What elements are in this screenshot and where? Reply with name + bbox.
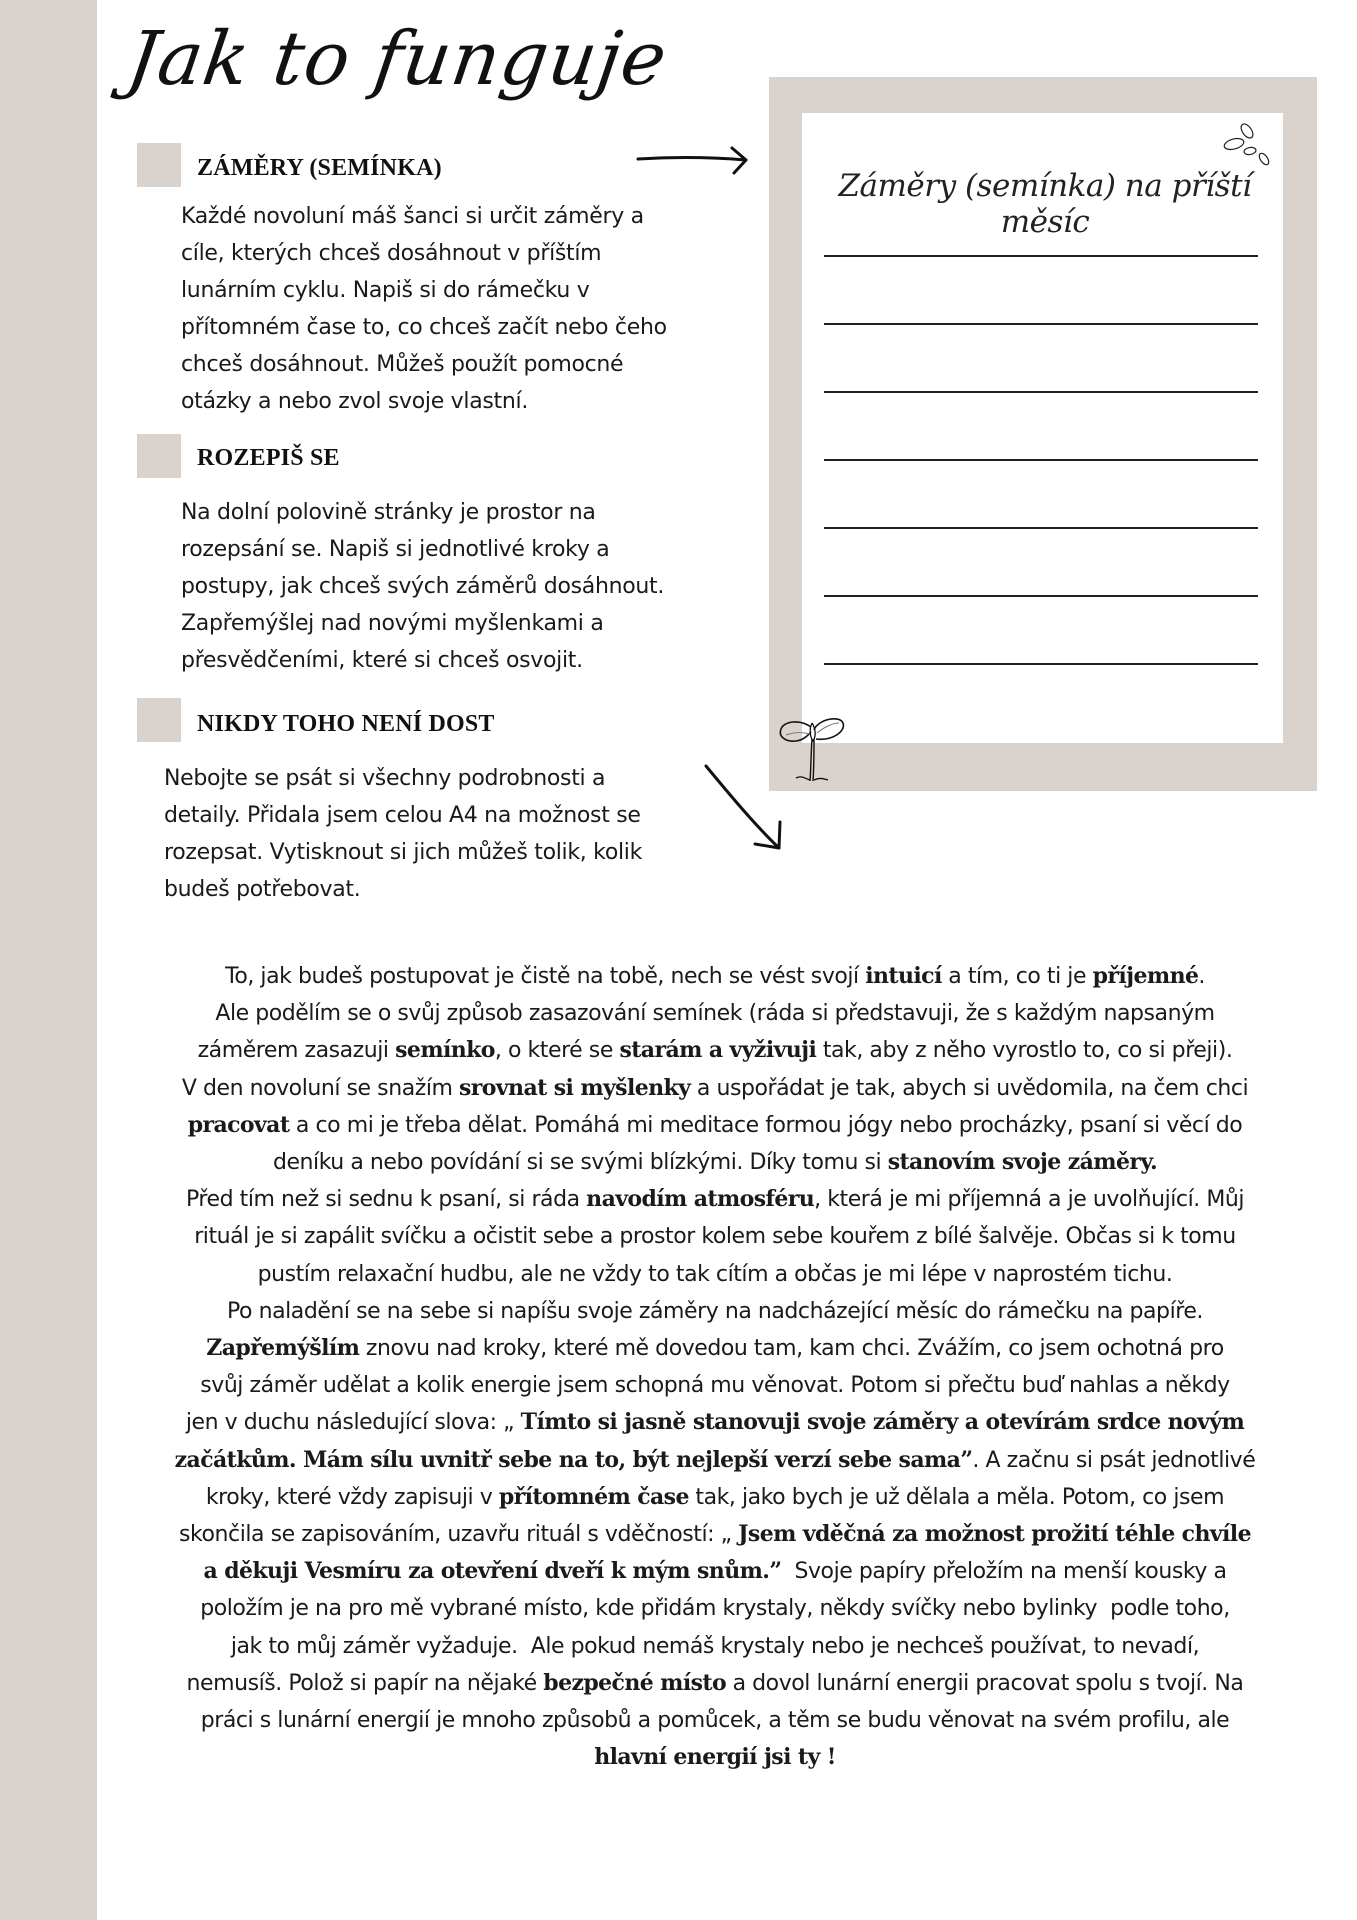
- body-line: [105, 1404, 1325, 1441]
- body-text-run: a uspořádat je tak, abych si uvědomila, na čem chci: [690, 1075, 1249, 1101]
- body-text-run: znovu nad kroky, které mě dovedou tam, kam chci. Zvážím, co jsem ochotná pro: [359, 1336, 1224, 1362]
- emphasis-text: srovnat si myšlenky: [459, 1074, 691, 1101]
- body-line: [105, 1218, 1325, 1255]
- body-paragraph: [105, 958, 1325, 1776]
- section-text-nikdy: [164, 760, 764, 908]
- text-line: chceš dosáhnout. Můžeš použít pomocné: [181, 352, 624, 377]
- emphasis-text: hlavní energií jsi ty !: [594, 1744, 836, 1771]
- writing-line[interactable]: [824, 391, 1258, 393]
- body-text-run: skončila se zapisováním, uzavřu rituál s vděčností: „: [179, 1522, 739, 1548]
- body-text-run: , o které se: [494, 1038, 620, 1064]
- intentions-frame: [769, 77, 1317, 791]
- body-text-run: , která je mi příjemná a je uvolňující. Můj: [814, 1187, 1245, 1213]
- emphasis-text: začátkům. Mám sílu uvnitř sebe na to, být nejlepší verzí sebe sama”: [174, 1446, 973, 1473]
- body-line: [105, 1702, 1325, 1739]
- emphasis-text: semínko: [395, 1037, 495, 1064]
- emphasis-text: bezpečné místo: [543, 1669, 727, 1696]
- body-line: [105, 1739, 1325, 1776]
- body-text-run: a dovol lunární energii pracovat spolu s tvojí. Na: [726, 1670, 1244, 1696]
- body-text-run: a co mi je třeba dělat. Pomáhá mi meditace formou jógy nebo procházky, psaní si věcí do: [289, 1112, 1243, 1138]
- body-line: [105, 1070, 1325, 1107]
- body-text-run: tak, jako bych je už dělala a měla. Potom, co jsem: [688, 1484, 1225, 1510]
- body-line: [105, 1144, 1325, 1181]
- text-line: přesvědčeními, které si chceš osvojit.: [181, 648, 583, 673]
- body-text-run: To, jak budeš postupovat je čistě na tobě, nech se vést svojí: [225, 964, 866, 989]
- body-text-run: nemusíš. Polož si papír na nějaké: [186, 1670, 544, 1696]
- text-line: Zapřemýšlej nad novými myšlenkami a: [181, 611, 604, 636]
- text-line: cíle, kterých chceš dosáhnout v příštím: [181, 241, 602, 266]
- body-line: [105, 1032, 1325, 1069]
- body-line: [105, 1181, 1325, 1218]
- body-text-run: Před tím než si sednu k psaní, si ráda: [185, 1187, 587, 1213]
- body-line: [105, 1330, 1325, 1367]
- body-text-run: rituál je si zapálit svíčku a očistit sebe a prostor kolem sebe kouřem z bílé šalvěje. Občas si k tomu: [194, 1224, 1236, 1250]
- emphasis-text: starám a vyživuji: [619, 1037, 817, 1064]
- text-line: Nebojte se psát si všechny podrobnosti a: [164, 766, 606, 791]
- body-text-run: tak, aby z něho vyrostlo to, co si přeji).: [816, 1038, 1233, 1064]
- emphasis-text: příjemné: [1092, 963, 1199, 989]
- emphasis-text: a děkuji Vesmíru za otevření dveří k mým snům.”: [203, 1558, 782, 1585]
- writing-line[interactable]: [824, 663, 1258, 665]
- body-text-run: Svoje papíry přeložím na menší kousky a: [781, 1559, 1227, 1585]
- section-marker-square: [137, 143, 181, 187]
- text-line: postupy, jak chceš svých záměrů dosáhnout.: [181, 574, 665, 599]
- writing-line[interactable]: [824, 459, 1258, 461]
- section-heading-nikdy: NIKDY TOHO NENÍ DOST: [197, 711, 495, 737]
- text-line: detaily. Přidala jsem celou A4 na možnost se: [164, 803, 641, 828]
- body-line: [105, 1107, 1325, 1144]
- writing-line[interactable]: [824, 323, 1258, 325]
- body-line: [105, 995, 1325, 1032]
- emphasis-text: Tímto si jasně stanovuji svoje záměry a otevírám srdce novým: [520, 1409, 1245, 1436]
- section-marker-square: [137, 434, 181, 478]
- body-line: [105, 1553, 1325, 1590]
- body-line: [105, 1590, 1325, 1627]
- body-line: [105, 1256, 1325, 1293]
- body-text-run: kroky, které vždy zapisuji v: [205, 1484, 499, 1510]
- writing-line[interactable]: [824, 527, 1258, 529]
- body-text-run: jen v duchu následující slova: „: [185, 1410, 521, 1436]
- body-text-run: deníku a nebo povídání si se svými blízkými. Díky tomu si: [272, 1150, 888, 1176]
- body-text-run: položím je na pro mě vybrané místo, kde přidám krystaly, někdy svíčky nebo bylinky podle toho,: [200, 1596, 1230, 1622]
- emphasis-text: navodím atmosféru: [586, 1186, 815, 1213]
- emphasis-text: přítomném čase: [498, 1483, 689, 1510]
- body-line: [105, 1665, 1325, 1702]
- section-heading-rozepis: ROZEPIŠ SE: [197, 445, 340, 471]
- body-line: [105, 1367, 1325, 1404]
- text-line: přítomném čase to, co chceš začít nebo čeho: [181, 315, 667, 340]
- arrow-right-icon: [630, 140, 755, 180]
- text-line: Každé novoluní máš šanci si určit záměry a: [181, 204, 644, 229]
- emphasis-text: pracovat: [187, 1111, 290, 1138]
- body-text-run: záměrem zasazuji: [197, 1038, 396, 1064]
- text-line: otázky a nebo zvol svoje vlastní.: [181, 389, 529, 414]
- body-text-run: Ale podělím se o svůj způsob zasazování semínek (ráda si představuji, že s každým napsaným: [215, 1001, 1215, 1027]
- body-line: [105, 1479, 1325, 1516]
- text-line: lunárním cyklu. Napiš si do rámečku v: [181, 278, 590, 303]
- intentions-writing-area[interactable]: [802, 113, 1283, 743]
- section-text-rozepis: [181, 494, 761, 679]
- seeds-icon: [1212, 121, 1276, 171]
- text-line: rozepsání se. Napiš si jednotlivé kroky a: [181, 537, 610, 562]
- body-text-run: a tím, co ti je: [941, 964, 1093, 989]
- body-line: [105, 1516, 1325, 1553]
- page-title: Jak to funguje: [121, 16, 673, 102]
- body-text-run: práci s lunární energií je mnoho způsobů a pomůcek, a těm se budu věnovat na svém profilu, ale: [200, 1708, 1230, 1734]
- writing-line[interactable]: [824, 595, 1258, 597]
- text-line: budeš potřebovat.: [164, 877, 361, 902]
- body-line: [105, 1442, 1325, 1479]
- body-line: [105, 1293, 1325, 1330]
- emphasis-text: Jsem vděčná za možnost prožití téhle chvíle: [738, 1521, 1251, 1548]
- section-text-zamery: [181, 198, 749, 420]
- text-line: Na dolní polovině stránky je prostor na: [181, 500, 596, 525]
- body-line: [105, 958, 1325, 995]
- left-sidebar-band: [0, 0, 97, 1920]
- body-text-run: pustím relaxační hudbu, ale ne vždy to tak cítím a občas je mi lépe v naprostém tichu.: [257, 1261, 1173, 1287]
- text-line: rozepsat. Vytisknout si jich můžeš tolik, kolik: [164, 840, 643, 865]
- body-text-run: jak to můj záměr vyžaduje. Ale pokud nemáš krystaly nebo je nechceš používat, to nevadí,: [230, 1633, 1200, 1659]
- emphasis-text: stanovím svoje záměry.: [887, 1149, 1158, 1176]
- emphasis-text: intuicí: [865, 963, 942, 989]
- body-text-run: svůj záměr udělat a kolik energie jsem schopná mu věnovat. Potom si přečtu buď nahlas a někdy: [200, 1373, 1230, 1399]
- sprout-icon: [778, 715, 850, 787]
- writing-line[interactable]: [824, 255, 1258, 257]
- section-heading-zamery: ZÁMĚRY (SEMÍNKA): [197, 155, 442, 181]
- body-text-run: .: [1198, 964, 1205, 989]
- body-line: [105, 1628, 1325, 1665]
- frame-title: Záměry (semínka) na příští měsíc: [838, 168, 1252, 240]
- emphasis-text: Zapřemýšlím: [206, 1335, 360, 1362]
- body-text-run: V den novoluní se snažím: [181, 1075, 460, 1101]
- body-text-run: . A začnu si psát jednotlivé: [972, 1447, 1256, 1473]
- body-text-run: Po naladění se na sebe si napíšu svoje záměry na nadcházející měsíc do rámečku na papíře.: [227, 1298, 1203, 1324]
- section-marker-square: [137, 698, 181, 742]
